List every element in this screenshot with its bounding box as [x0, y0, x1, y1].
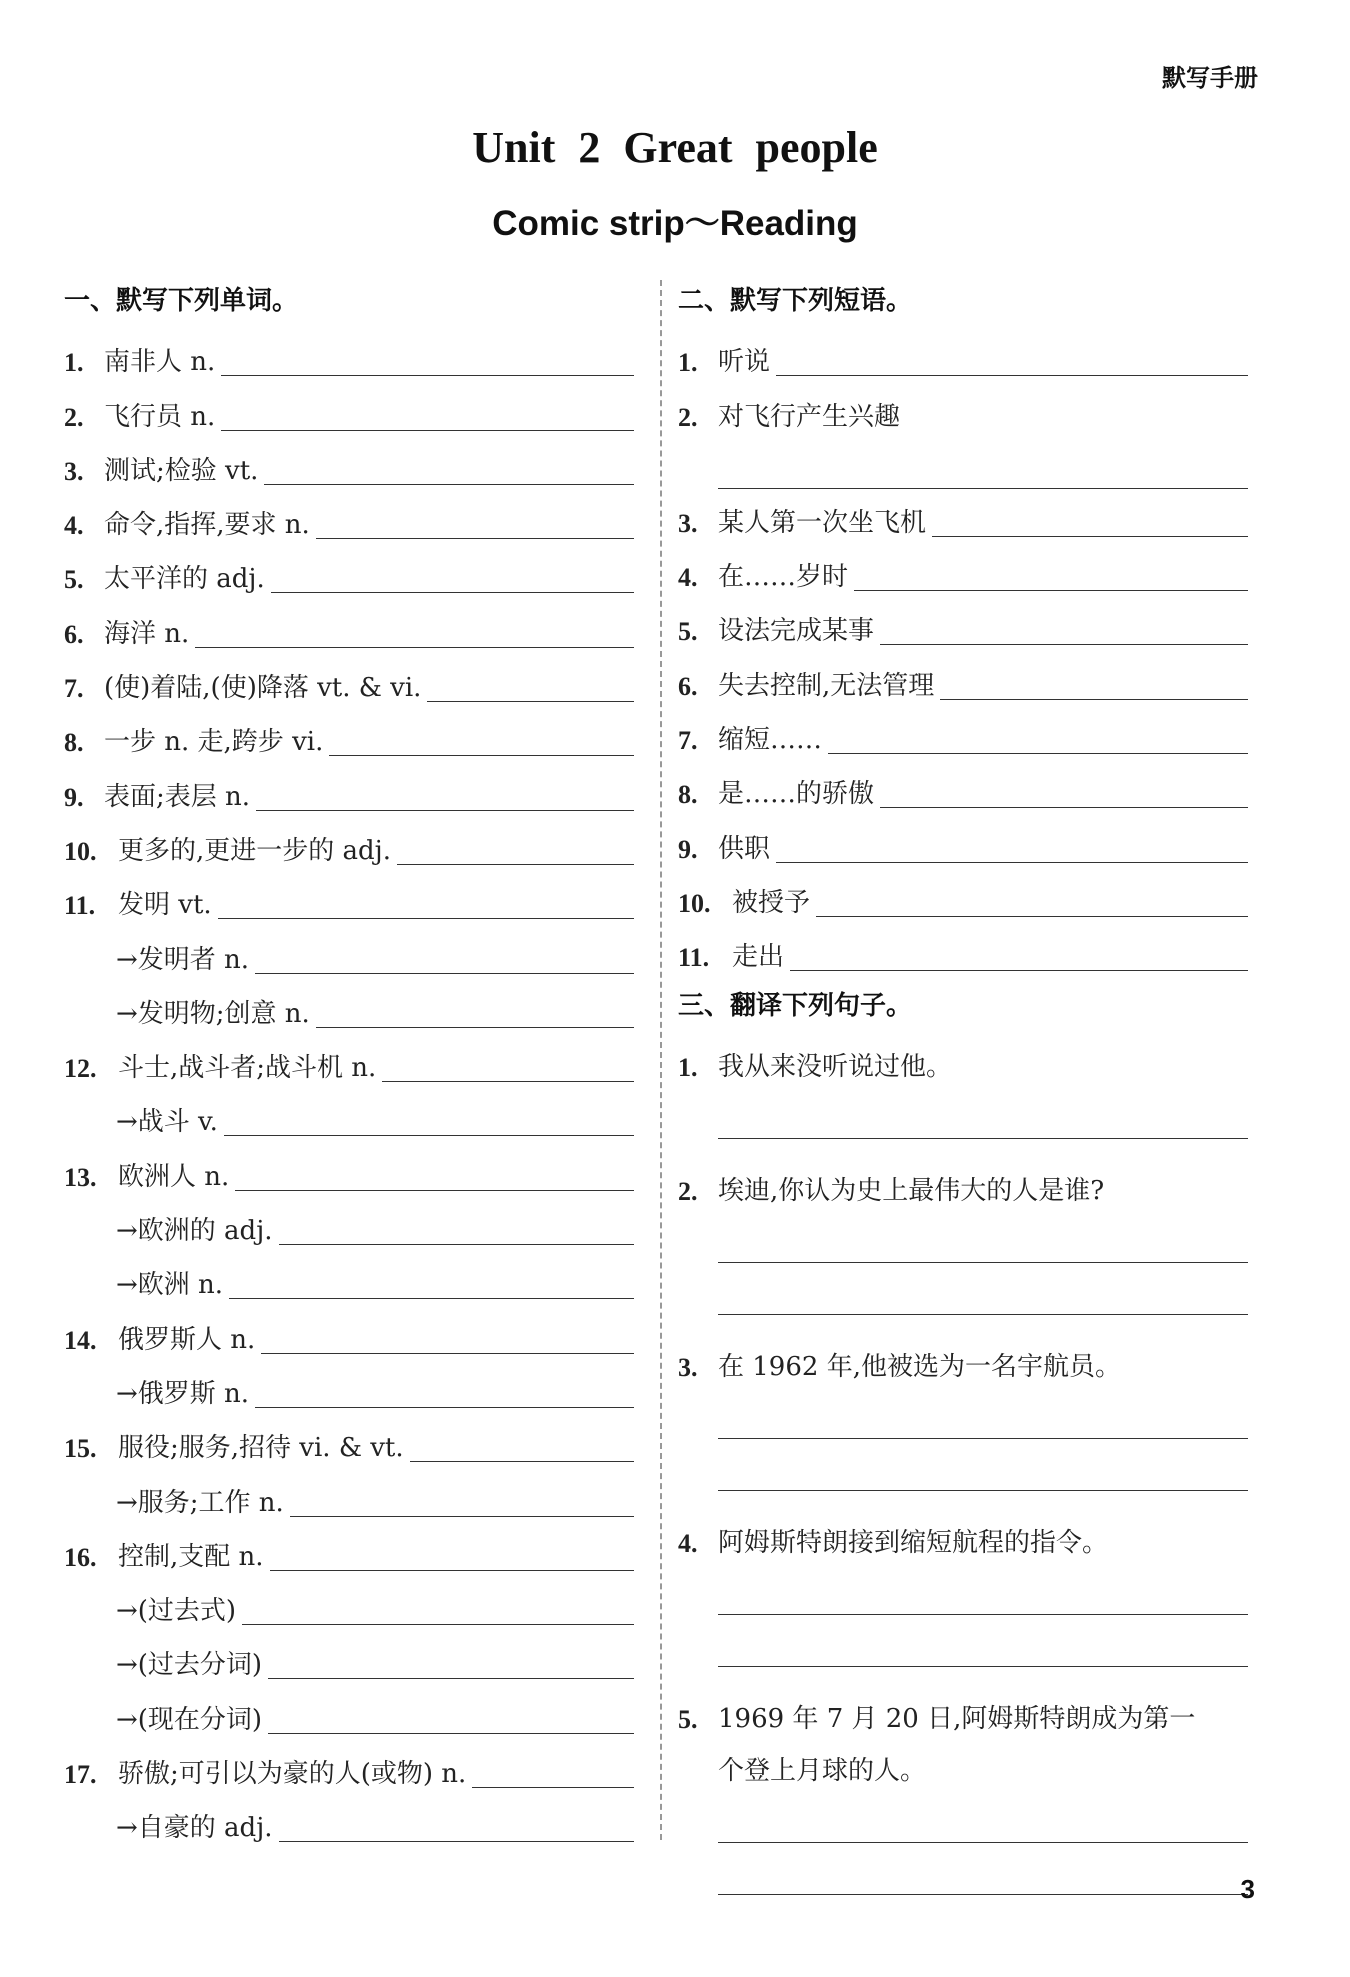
item-number: 9. — [64, 782, 84, 812]
item-text: (使)着陆,(使)降落 vt. & vi. — [104, 673, 422, 704]
answer-blank[interactable] — [221, 429, 634, 431]
word-item — [64, 545, 634, 599]
item-text: 在……岁时 — [718, 562, 849, 593]
item-text: 供职 — [718, 833, 771, 864]
item-number: 11. — [64, 891, 96, 921]
item-number: 10. — [678, 888, 711, 918]
item-text: 飞行员 n. — [104, 401, 216, 432]
answer-line[interactable] — [718, 1387, 1248, 1439]
answer-blank[interactable] — [268, 1677, 634, 1679]
word-item — [64, 1740, 634, 1794]
word-subitem — [64, 1360, 634, 1414]
word-list — [64, 328, 634, 1848]
answer-blank[interactable] — [816, 915, 1248, 917]
answer-blank[interactable] — [290, 1515, 634, 1517]
answer-blank[interactable] — [221, 374, 634, 376]
answer-line[interactable] — [718, 1263, 1248, 1315]
word-subitem — [64, 1685, 634, 1739]
word-subitem — [64, 1251, 634, 1305]
answer-blank[interactable] — [940, 698, 1248, 700]
answer-blank[interactable] — [255, 972, 634, 974]
item-text: 1969 年 7 月 20 日,阿姆斯特朗成为第一 — [718, 1704, 1196, 1735]
word-item — [64, 491, 634, 545]
page-title: Unit 2 Great people — [472, 123, 878, 172]
word-subitem — [64, 925, 634, 979]
word-subitem — [64, 1631, 634, 1685]
item-number: 3. — [678, 508, 698, 538]
phrase-item — [678, 814, 1248, 868]
item-number: 10. — [64, 836, 97, 866]
item-text: 表面;表层 n. — [104, 781, 251, 812]
phrase-item — [678, 651, 1248, 705]
section-heading-phrases: 二、默写下列短语。 — [678, 286, 913, 316]
word-item — [64, 708, 634, 762]
answer-blank[interactable] — [718, 437, 1248, 489]
answer-blank[interactable] — [427, 700, 634, 702]
item-text: 命令,指挥,要求 n. — [104, 510, 310, 541]
answer-blank[interactable] — [229, 1297, 634, 1299]
answer-blank[interactable] — [316, 1026, 634, 1028]
answer-line[interactable] — [718, 1843, 1248, 1895]
item-number: 17. — [64, 1760, 97, 1790]
word-subitem — [64, 1197, 634, 1251]
item-text: 测试;检验 vt. — [104, 455, 259, 486]
item-text: 俄罗斯人 n. — [118, 1324, 256, 1355]
answer-blank[interactable] — [932, 535, 1248, 537]
item-number: 3. — [64, 456, 84, 486]
item-number: 4. — [64, 511, 84, 541]
word-item — [64, 654, 634, 708]
item-text: 某人第一次坐飞机 — [718, 507, 927, 538]
item-text: 一步 n. 走,跨步 vi. — [104, 727, 324, 758]
section-heading-words: 一、默写下列单词。 — [64, 286, 299, 316]
word-item — [64, 871, 634, 925]
phrase-item — [678, 328, 1248, 382]
section-heading-sentences: 三、翻译下列句子。 — [678, 991, 913, 1022]
item-number: 9. — [678, 834, 698, 864]
answer-blank[interactable] — [271, 591, 634, 593]
answer-blank[interactable] — [195, 646, 634, 648]
word-item — [64, 1305, 634, 1359]
item-number: 14. — [64, 1325, 97, 1355]
page-number: 3 — [1240, 1874, 1255, 1904]
item-number: 8. — [678, 780, 698, 810]
item-text: 被授予 — [732, 887, 811, 918]
word-subitem — [64, 1088, 634, 1142]
item-text: →欧洲的 adj. — [116, 1216, 273, 1247]
translation-item — [678, 1157, 1248, 1333]
item-number: 5. — [678, 1705, 698, 1735]
answer-line[interactable] — [718, 1563, 1248, 1615]
answer-blank[interactable] — [268, 1732, 634, 1734]
item-number: 4. — [678, 563, 698, 593]
item-text: 欧洲人 n. — [118, 1161, 230, 1192]
item-number: 7. — [64, 674, 84, 704]
answer-blank[interactable] — [224, 1134, 634, 1136]
item-text: 太平洋的 adj. — [104, 564, 265, 595]
word-subitem — [64, 1794, 634, 1848]
item-text: 是……的骄傲 — [718, 779, 875, 810]
phrase-item — [678, 923, 1248, 977]
word-item — [64, 1034, 634, 1088]
item-text: 更多的,更进一步的 adj. — [118, 835, 392, 866]
word-item — [64, 762, 634, 816]
word-subitem — [64, 980, 634, 1034]
answer-blank[interactable] — [255, 1406, 634, 1408]
item-number: 1. — [678, 348, 698, 378]
item-text: 我从来没听说过他。 — [718, 1052, 953, 1083]
item-text: 在 1962 年,他被选为一名宇航员。 — [718, 1352, 1121, 1383]
item-number: 16. — [64, 1542, 97, 1572]
item-number: 3. — [678, 1353, 698, 1383]
translation-item — [678, 1685, 1248, 1895]
answer-line[interactable] — [718, 1615, 1248, 1667]
word-subitem — [64, 1577, 634, 1631]
item-text: 骄傲;可引以为豪的人(或物) n. — [118, 1759, 467, 1790]
answer-blank[interactable] — [410, 1460, 634, 1462]
phrase-item — [678, 597, 1248, 651]
word-item — [64, 328, 634, 382]
answer-blank[interactable] — [790, 969, 1248, 971]
item-number: 2. — [678, 1177, 698, 1207]
column-divider — [660, 280, 662, 1840]
answer-blank[interactable] — [279, 1840, 634, 1842]
item-text: 海洋 n. — [104, 618, 190, 649]
phrase-item — [678, 760, 1248, 814]
item-number: 6. — [678, 671, 698, 701]
item-text: →发明者 n. — [116, 944, 250, 975]
answer-blank[interactable] — [880, 643, 1248, 645]
item-number: 2. — [678, 402, 698, 432]
item-text: →服务;工作 n. — [116, 1487, 284, 1518]
item-number: 2. — [64, 402, 84, 432]
answer-blank[interactable] — [270, 1569, 634, 1571]
item-text: 走出 — [732, 942, 785, 973]
item-text: 听说 — [718, 347, 771, 378]
item-text: 对飞行产生兴趣 — [718, 401, 901, 432]
item-number: 6. — [64, 619, 84, 649]
item-text: 南非人 n. — [104, 347, 216, 378]
answer-blank[interactable] — [264, 483, 634, 485]
word-item — [64, 437, 634, 491]
phrase-item — [678, 382, 1248, 436]
left-column — [64, 274, 634, 1848]
phrase-item — [678, 869, 1248, 923]
answer-line[interactable] — [718, 1087, 1248, 1139]
translation-item — [678, 1333, 1248, 1509]
answer-blank[interactable] — [235, 1189, 634, 1191]
item-text: →战斗 v. — [116, 1107, 218, 1138]
answer-blank[interactable] — [242, 1623, 634, 1625]
answer-blank[interactable] — [256, 809, 634, 811]
item-text: →发明物;创意 n. — [116, 998, 310, 1029]
answer-blank[interactable] — [854, 589, 1248, 591]
item-text: 服役;服务,招待 vi. & vt. — [118, 1433, 404, 1464]
item-text: 设法完成某事 — [718, 616, 875, 647]
word-item — [64, 817, 634, 871]
item-number: 5. — [64, 565, 84, 595]
item-text: 发明 vt. — [118, 890, 212, 921]
answer-blank[interactable] — [828, 752, 1248, 754]
item-text: →(现在分词) — [116, 1704, 263, 1735]
item-number: 13. — [64, 1162, 97, 1192]
item-text: 埃迪,你认为史上最伟大的人是谁? — [718, 1176, 1105, 1207]
translation-item — [678, 1033, 1248, 1157]
word-item — [64, 1414, 634, 1468]
phrase-item — [678, 489, 1248, 543]
item-number: 8. — [64, 728, 84, 758]
item-text: 控制,支配 n. — [118, 1541, 264, 1572]
answer-blank[interactable] — [218, 917, 634, 919]
item-text: →(过去分词) — [116, 1650, 263, 1681]
answer-line[interactable] — [718, 1791, 1248, 1843]
item-number: 4. — [678, 1529, 698, 1559]
item-number: 1. — [678, 1053, 698, 1083]
answer-blank[interactable] — [472, 1786, 634, 1788]
answer-blank[interactable] — [279, 1243, 634, 1245]
item-text: →欧洲 n. — [116, 1270, 224, 1301]
answer-blank[interactable] — [776, 861, 1248, 863]
answer-blank[interactable] — [261, 1352, 634, 1354]
word-item — [64, 1142, 634, 1196]
answer-blank[interactable] — [397, 863, 634, 865]
item-text: →俄罗斯 n. — [116, 1378, 250, 1409]
word-item — [64, 382, 634, 436]
answer-blank[interactable] — [776, 374, 1248, 376]
item-number: 7. — [678, 726, 698, 756]
item-number: 5. — [678, 617, 698, 647]
answer-blank[interactable] — [880, 806, 1248, 808]
header-tag: 默写手册 — [1162, 64, 1258, 92]
item-text-continued: 个登上月球的人。 — [718, 1756, 927, 1787]
item-text: →自豪的 adj. — [116, 1813, 273, 1844]
item-number: 12. — [64, 1054, 97, 1084]
item-text: →(过去式) — [116, 1596, 237, 1627]
item-text: 斗士,战斗者;战斗机 n. — [118, 1053, 377, 1084]
answer-line[interactable] — [718, 1439, 1248, 1491]
answer-blank[interactable] — [329, 754, 634, 756]
answer-blank[interactable] — [316, 537, 634, 539]
answer-line[interactable] — [718, 1211, 1248, 1263]
item-number: 1. — [64, 348, 84, 378]
word-item — [64, 599, 634, 653]
item-text: 失去控制,无法管理 — [718, 670, 935, 701]
page-subtitle: Comic strip～Reading — [492, 204, 858, 243]
answer-blank[interactable] — [382, 1080, 634, 1082]
word-subitem — [64, 1468, 634, 1522]
translation-item — [678, 1509, 1248, 1685]
item-text: 缩短…… — [718, 725, 823, 756]
item-number: 11. — [678, 943, 710, 973]
phrase-item — [678, 706, 1248, 760]
item-text: 阿姆斯特朗接到缩短航程的指令。 — [718, 1528, 1109, 1559]
item-number: 15. — [64, 1434, 97, 1464]
phrase-item — [678, 543, 1248, 597]
word-item — [64, 1523, 634, 1577]
right-column — [678, 274, 1248, 1895]
